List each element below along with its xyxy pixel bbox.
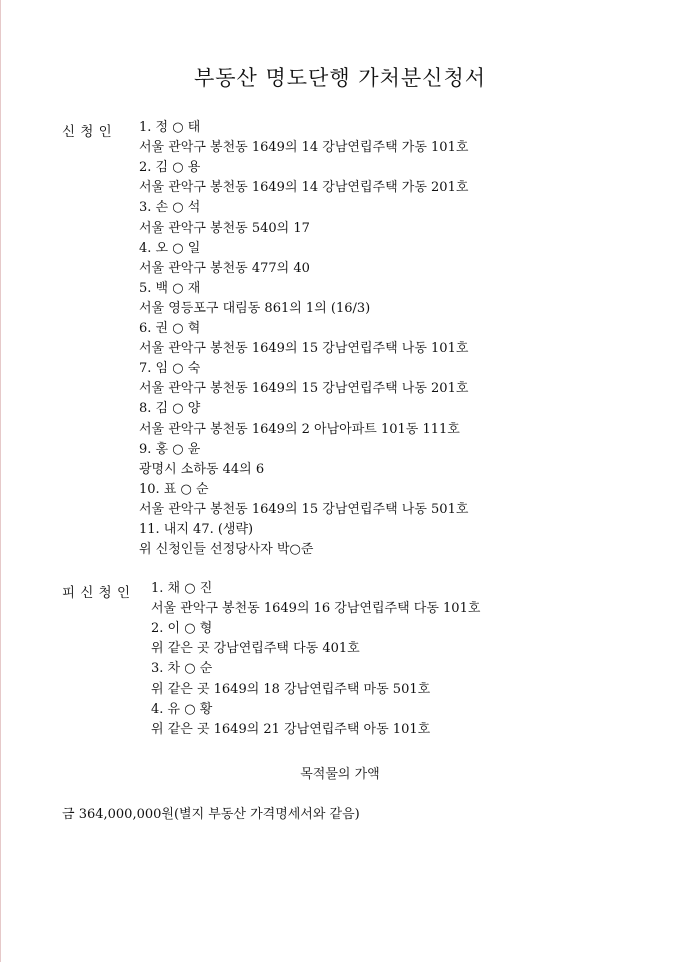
applicant-address: 서울 관악구 봉천동 1649의 2 아남아파트 101동 111호	[139, 421, 460, 437]
applicant-address: 광명시 소하동 44의 6	[139, 461, 265, 477]
applicant-name: 9. 홍 ○ 윤	[139, 441, 201, 457]
applicant-address: 서울 관악구 봉천동 1649의 15 강남연립주택 나동 101호	[139, 341, 469, 357]
document-title: 부동산 명도단행 가처분신청서	[193, 66, 487, 90]
applicant-address: 서울 관악구 봉천동 540의 17	[139, 220, 310, 236]
applicant-name: 2. 김 ○ 용	[139, 160, 201, 176]
representative-line: 위 신청인들 선정당사자 박○준	[139, 542, 314, 558]
applicant-name: 1. 정 ○ 태	[139, 120, 201, 135]
applicant-address: 서울 관악구 봉천동 1649의 14 강남연립주택 가동 201호	[139, 180, 469, 196]
applicants-omitted-note: 11. 내지 47. (생략)	[139, 522, 254, 537]
applicant-name: 5. 백 ○ 재	[139, 280, 201, 296]
respondent-label: 피 신 청 인	[62, 585, 131, 601]
applicant-name: 7. 임 ○ 숙	[139, 361, 201, 377]
applicant-address: 서울 관악구 봉천동 1649의 15 강남연립주택 나동 201호	[139, 381, 469, 397]
applicant-name: 4. 오 ○ 일	[139, 240, 201, 256]
respondent-name: 3. 차 ○ 순	[151, 661, 213, 677]
applicant-name: 8. 김 ○ 양	[139, 401, 201, 417]
respondent-address: 서울 관악구 봉천동 1649의 16 강남연립주택 다동 101호	[151, 601, 481, 617]
respondent-name: 2. 이 ○ 형	[151, 621, 213, 637]
applicant-name: 6. 권 ○ 혁	[139, 321, 201, 336]
respondent-name: 4. 유 ○ 황	[151, 701, 213, 717]
respondent-name: 1. 채 ○ 진	[151, 581, 213, 596]
applicant-label: 신 청 인	[62, 124, 113, 140]
amount-line: 금 364,000,000원(별지 부동산 가격명세서와 같음)	[62, 807, 360, 822]
respondent-address: 위 같은 곳 강남연립주택 다동 401호	[151, 641, 360, 657]
subject-value-heading: 목적물의 가액	[300, 767, 380, 782]
applicant-address: 서울 관악구 봉천동 1649의 14 강남연립주택 가동 101호	[139, 140, 469, 156]
applicant-name: 3. 손 ○ 석	[139, 200, 201, 216]
respondent-address: 위 같은 곳 1649의 21 강남연립주택 아동 101호	[151, 721, 431, 737]
applicant-address: 서울 관악구 봉천동 477의 40	[139, 260, 310, 276]
applicant-address: 서울 영등포구 대림동 861의 1의 (16/3)	[139, 300, 371, 316]
respondent-address: 위 같은 곳 1649의 18 강남연립주택 마동 501호	[151, 681, 431, 697]
applicant-address: 서울 관악구 봉천동 1649의 15 강남연립주택 나동 501호	[139, 501, 469, 517]
applicant-name: 10. 표 ○ 순	[139, 481, 209, 497]
